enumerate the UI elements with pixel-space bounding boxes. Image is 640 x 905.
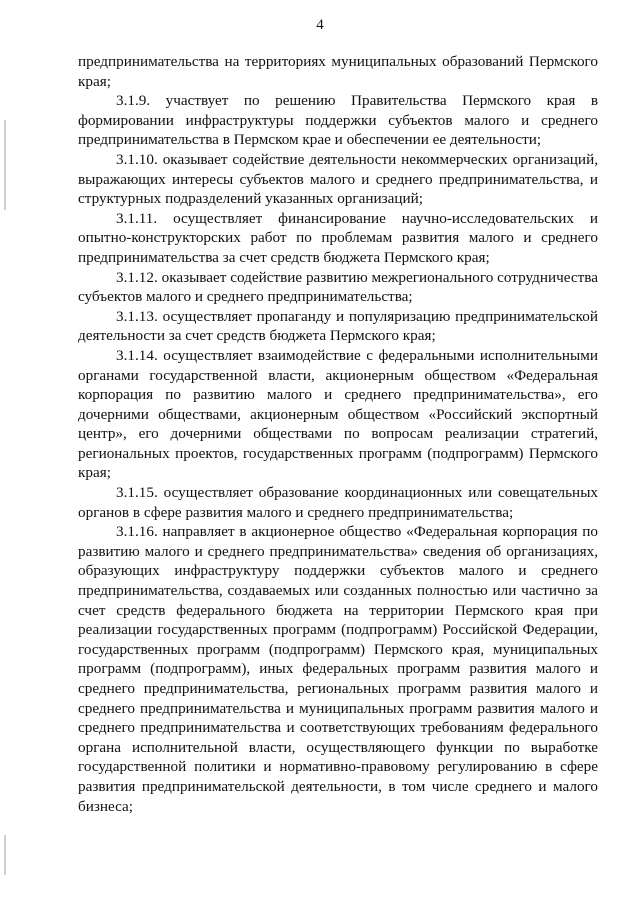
paragraph-3-1-13: 3.1.13. осуществляет пропаганду и популяризацию предпринимательской деятельности за счет средств бюджета Пермского края; (78, 307, 598, 345)
page-number: 4 (316, 17, 324, 33)
paragraph-3-1-11: 3.1.11. осуществляет финансирование научно-исследовательских и опытно-конструкторских работ по проблемам развития малого и среднего предпринимательства за счет средств бюджета Пермского края; (78, 209, 598, 266)
scan-crease-bottom (4, 835, 6, 875)
paragraph-3-1-16: 3.1.16. направляет в акционерное общество «Федеральная корпорация по развитию малого и среднего предпринимательства» сведения об организациях, образующих инфраструктуру поддержки субъектов малого и среднего предпринимательства, создаваемых или созданных полностью или частично за счет средств федерального бюджета на территории Пермского края при реализации государственных программ (подпрограмм) Российской Федерации, государственных программ (подпрограмм) Пермского края, муниципальных программ (подпрограмм), иных федеральных программ развития малого и среднего предпринимательства, региональных программ развития малого и среднего предпринимательства и муниципальных программ развития малого и среднего предпринимательства и соответствующих требованиям федерального органа исполнительной власти, осуществляющего функции по выработке государственной политики и нормативно-правовому регулированию в сфере развития предпринимательской деятельности, в том числе среднего и малого бизнеса; (78, 523, 598, 815)
paragraph-continuation: предпринимательства на территориях муниципальных образований Пермского края; (78, 53, 598, 90)
paragraph-3-1-15: 3.1.15. осуществляет образование координационных или совещательных органов в сфере развития малого и среднего предпринимательства; (78, 484, 598, 521)
paragraph-3-1-14: 3.1.14. осуществляет взаимодействие с федеральными исполнительными органами государственной власти, акционерным обществом «Федеральная корпорация по развитию малого и среднего предпринимательства», его дочерними обществами, акционерным обществом «Российский экспортный центр», его дочерними обществами по вопросам реализации стратегий, региональных проектов, государственных программ (подпрограмм) Пермского края; (78, 346, 598, 482)
paragraph-3-1-12: 3.1.12. оказывает содействие развитию межрегионального сотрудничества субъектов малого и среднего предпринимательства; (78, 268, 598, 306)
document-body (78, 52, 598, 816)
paragraph-3-1-10: 3.1.10. оказывает содействие деятельности некоммерческих организаций, выражающих интересы субъектов малого и среднего предпринимательства, и структурных подразделений указанных организаций; (78, 150, 598, 208)
paragraph-3-1-9: 3.1.9. участвует по решению Правительства Пермского края в формировании инфраструктуры поддержки субъектов малого и среднего предпринимательства в Пермском крае и обеспечении ее деятельности; (78, 92, 598, 149)
scan-crease-top (4, 120, 6, 210)
